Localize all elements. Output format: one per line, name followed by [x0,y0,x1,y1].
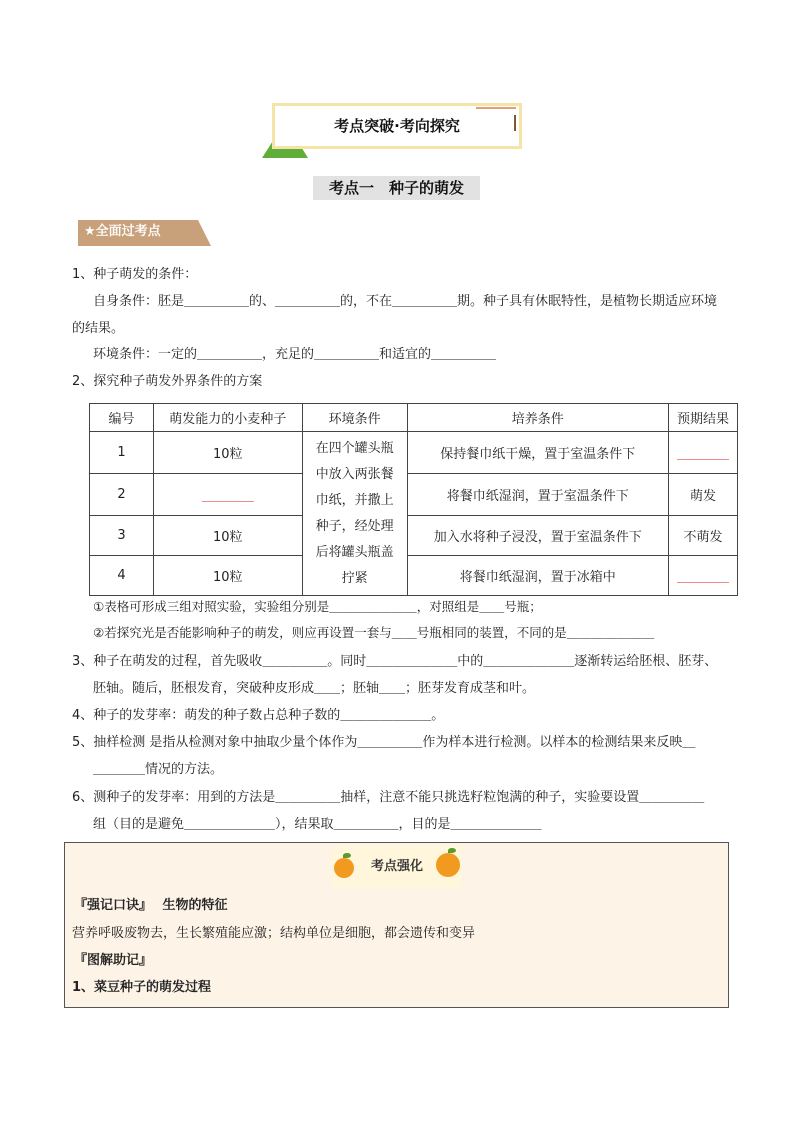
table-header: 环境条件 [302,404,407,432]
row-number: 2 [90,474,154,516]
self-condition-cont: 的结果。 [72,321,125,336]
item-6-cont: 组（目的是避免＿＿＿＿＿＿＿），结果取＿＿＿＿＿，目的是＿＿＿＿＿＿＿ [93,817,542,832]
env-line: 巾纸，并撒上 [315,492,394,508]
mnemonic-row [74,897,228,915]
orange-icon [334,858,354,878]
mnemonic-label: 『强记口诀』 [74,898,153,913]
culture-condition: 加入水将种子浸没，置于室温条件下 [407,516,669,556]
env-line: 在四个罐头瓶 [315,440,394,456]
culture-condition: 将餐巾纸湿润，置于室温条件下 [407,474,669,516]
item-4: 4、种子的发芽率：萌发的种子数占总种子数的＿＿＿＿＿＿＿。 [72,708,445,723]
seed-count: 10粒 [153,432,302,474]
item-6: 6、测种子的发芽率：用到的方法是＿＿＿＿＿抽样，注意不能只挑选籽粒饱满的种子，实验要设置＿＿＿＿＿ [72,790,705,805]
culture-condition: 将餐巾纸湿润，置于冰箱中 [407,556,669,596]
expected-result: ＿＿＿＿ [669,432,738,474]
item-5-cont: ＿＿＿＿情况的方法。 [93,762,224,777]
env-line: 后将罐头瓶盖 [315,544,394,560]
row-number: 4 [90,556,154,596]
env-line: 中放入两张餐 [315,466,394,482]
item-2: 2、探究种子萌发外界条件的方案 [72,374,263,389]
item-3: 3、种子在萌发的过程，首先吸收＿＿＿＿＿。同时＿＿＿＿＿＿＿中的＿＿＿＿＿＿＿逐渐转运给胚根、胚芽、 [72,654,718,669]
table-row [90,556,738,596]
table-header-row [90,404,738,432]
self-condition: 自身条件：胚是＿＿＿＿＿的、＿＿＿＿＿的，不在＿＿＿＿＿期。种子具有休眠特性，是植物长期适应环境 [93,294,718,309]
note-2: ②若探究光是否能影响种子的萌发，则应再设置一套与＿＿号瓶相同的装置，不同的是＿＿＿＿＿＿＿ [93,625,655,640]
page-title: 考点突破·考向探究 [334,117,460,135]
leaf-icon [448,848,456,853]
table-header: 培养条件 [407,404,669,432]
mnemonic-text: 营养呼吸废物去，生长繁殖能应激；结构单位是细胞，都会遗传和变异 [72,926,476,941]
expected-result: ＿＿＿＿ [669,556,738,596]
expected-result: 不萌发 [669,516,738,556]
experiment-table [89,403,738,596]
table-header: 预期结果 [669,404,738,432]
seed-count: 10粒 [153,556,302,596]
orange-icon [436,853,460,877]
seed-count: 10粒 [153,516,302,556]
seed-count: ＿＿＿＿ [153,474,302,516]
note-1: ①表格可形成三组对照实验，实验组分别是＿＿＿＿＿＿＿，对照组是＿＿号瓶； [93,599,542,614]
table-header: 萌发能力的小麦种子 [153,404,302,432]
item-5: 5、抽样检测 是指从检测对象中抽取少量个体作为＿＿＿＿＿作为样本进行检测。以样本的检测结果来反映＿ [72,735,696,750]
table-header: 编号 [90,404,154,432]
culture-condition: 保持餐巾纸干燥，置于室温条件下 [407,432,669,474]
row-number: 1 [90,432,154,474]
env-condition: 环境条件：一定的＿＿＿＿＿，充足的＿＿＿＿＿和适宜的＿＿＿＿＿ [93,347,497,362]
diagram-label: 『图解助记』 [74,953,153,968]
table-row [90,432,738,474]
section-title: 考点一 种子的萌发 [313,176,480,200]
mnemonic-topic: 生物的特征 [162,898,228,913]
leaf-icon [343,853,351,858]
expected-result: 萌发 [669,474,738,516]
env-line: 拧紧 [341,570,368,586]
row-number: 3 [90,516,154,556]
tag-label: ★全面过考点 [84,224,161,239]
env-line: 种子，经处理 [315,518,394,534]
item-3-cont: 胚轴。随后，胚根发育，突破种皮形成＿＿；胚轴＿＿；胚芽发育成茎和叶。 [93,681,536,696]
table-row [90,516,738,556]
env-condition-cell [302,432,407,596]
item-1: 1、种子萌发的条件： [72,267,198,282]
diagram-item: 1、菜豆种子的萌发过程 [72,980,212,995]
badge-label: 考点强化 [370,859,423,874]
table-row [90,474,738,516]
